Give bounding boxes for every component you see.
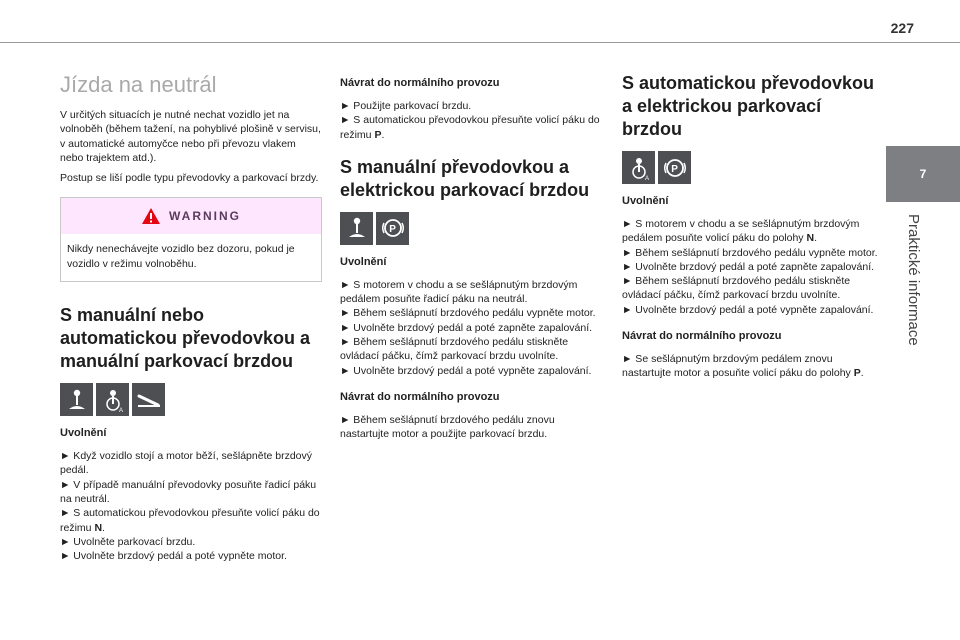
icon-row xyxy=(340,212,602,245)
warning-header xyxy=(61,198,321,234)
electric-parking-brake-icon xyxy=(658,151,691,184)
step-4: ► Během sešlápnutí brzdového pedálu stiskněte ovládací páčku, čímž parkovací brzdu uvolníte. xyxy=(340,336,569,363)
warning-label: WARNING xyxy=(169,209,241,224)
release-steps xyxy=(340,278,602,378)
return-steps xyxy=(622,352,884,381)
return-step-1: ► Během sešlápnutí brzdového pedálu znovu nastartujte motor a použijte parkovací brzdu. xyxy=(340,413,555,441)
step-2: ► Během sešlápnutí brzdového pedálu vypněte motor. xyxy=(340,307,596,320)
release-title: Uvolnění xyxy=(622,195,669,207)
return-step-1-mode: P xyxy=(853,367,861,380)
svg-text:A: A xyxy=(118,407,123,412)
intro-paragraph-2: Postup se liší podle typu převodovky a parkovací brzdy. xyxy=(60,172,319,185)
step-1 xyxy=(622,217,884,246)
section-title-manual-brake: S manuální nebo automatickou převodovkou a manuální parkovací brzdou xyxy=(60,305,311,372)
return-steps xyxy=(340,99,602,142)
step-3: ► Uvolněte brzdový pedál a poté zapněte zapalování. xyxy=(622,260,875,273)
electric-parking-brake-icon xyxy=(376,212,409,245)
step-3 xyxy=(60,506,322,535)
return-step-1: ► Použijte parkovací brzdu. xyxy=(340,100,472,112)
step-3-end: . xyxy=(102,521,105,534)
step-1-end: . xyxy=(814,232,817,245)
column-2 xyxy=(340,72,602,442)
release-title: Uvolnění xyxy=(340,255,387,268)
step-5: ► Uvolněte brzdový pedál a poté vypněte zapalování. xyxy=(622,303,874,316)
step-1: ► Když vozidlo stojí a motor běží, sešlápněte brzdový pedál. xyxy=(60,450,313,477)
release-title: Uvolnění xyxy=(60,427,107,440)
svg-text:P: P xyxy=(670,163,678,175)
step-3: ► Uvolněte brzdový pedál a poté zapněte zapalování. xyxy=(340,321,593,334)
column-1 xyxy=(60,72,322,563)
step-5: ► Uvolněte brzdový pedál a poté vypněte zapalování. xyxy=(340,364,592,377)
step-4: ► Během sešlápnutí brzdového pedálu stiskněte ovládací páčku, čímž parkovací brzdu uvolníte. xyxy=(622,275,851,302)
header-divider xyxy=(0,42,960,43)
auto-gear-lever-icon xyxy=(622,151,655,184)
return-title-2: Návrat do normálního provozu xyxy=(340,390,500,403)
step-3-mode: N xyxy=(94,521,103,534)
icon-row xyxy=(60,383,322,416)
step-3-text: ► S automatickou převodovkou přesuňte volicí páku do režimu xyxy=(60,507,320,534)
return-steps-2 xyxy=(340,413,602,442)
auto-gear-lever-icon xyxy=(96,383,129,416)
chapter-number: 7 xyxy=(919,167,927,181)
return-step-2-end: . xyxy=(381,128,385,141)
return-step-1 xyxy=(622,352,884,381)
intro-paragraph: V určitých situacích je nutné nechat vozidlo jet na volnoběh (během tažení, na pohyblivé plošině v servisu, v automatické automyčce nebo při převozu vlakem nebo trajektem atd.). xyxy=(60,109,321,164)
section-title-neutral: Jízda na neutrál xyxy=(60,72,217,97)
icon-row xyxy=(622,151,884,184)
gear-lever-icon xyxy=(340,212,373,245)
return-title: Návrat do normálního provozu xyxy=(622,330,782,343)
handbrake-icon xyxy=(132,383,165,416)
release-steps xyxy=(60,449,322,563)
section-title-manual-electric: S manuální převodovkou a elektrickou parkovací brzdou xyxy=(340,156,590,200)
return-title: Návrat do normálního provozu xyxy=(340,77,500,89)
warning-triangle-icon xyxy=(141,207,161,225)
step-1-text: ► S motorem v chodu a se sešlápnutým brzdovým pedálem posuňte volicí páku do polohy xyxy=(622,218,860,245)
warning-box xyxy=(60,197,322,282)
page-number: 227 xyxy=(890,20,914,36)
step-2: ► V případě manuální převodovky posuňte řadicí páku na neutrál. xyxy=(60,478,317,505)
release-steps xyxy=(622,217,884,317)
svg-text:P: P xyxy=(388,224,396,236)
step-1: ► S motorem v chodu a se sešlápnutým brzdovým pedálem posuňte řadicí páku na neutrál. xyxy=(340,278,578,306)
return-step-2-mode: P xyxy=(374,128,382,141)
step-2: ► Během sešlápnutí brzdového pedálu vypněte motor. xyxy=(622,246,878,259)
chapter-tab[interactable] xyxy=(886,146,960,202)
column-3 xyxy=(622,72,884,381)
svg-text:A: A xyxy=(644,175,649,180)
gear-lever-icon xyxy=(60,383,93,416)
section-title-auto-electric: S automatickou převodovkou a elektrickou parkovací brzdou xyxy=(622,73,875,139)
return-step-2-text: ► S automatickou převodovkou přesuňte volicí páku do režimu xyxy=(340,114,600,141)
return-step-1-end: . xyxy=(860,367,864,380)
chapter-title-vertical xyxy=(902,214,922,414)
step-1-mode: N xyxy=(806,232,815,245)
return-step-2 xyxy=(340,113,602,142)
chapter-title: Praktické informace xyxy=(905,214,922,346)
step-5: ► Uvolněte brzdový pedál a poté vypněte motor. xyxy=(60,550,287,563)
return-step-1-text: ► Se sešlápnutým brzdovým pedálem znovu nastartujte motor a posuňte volicí páku do polohy xyxy=(622,353,854,380)
step-4: ► Uvolněte parkovací brzdu. xyxy=(60,535,196,548)
warning-text: Nikdy nenechávejte vozidlo bez dozoru, pokud je vozidlo v režimu volnoběhu. xyxy=(67,243,295,270)
